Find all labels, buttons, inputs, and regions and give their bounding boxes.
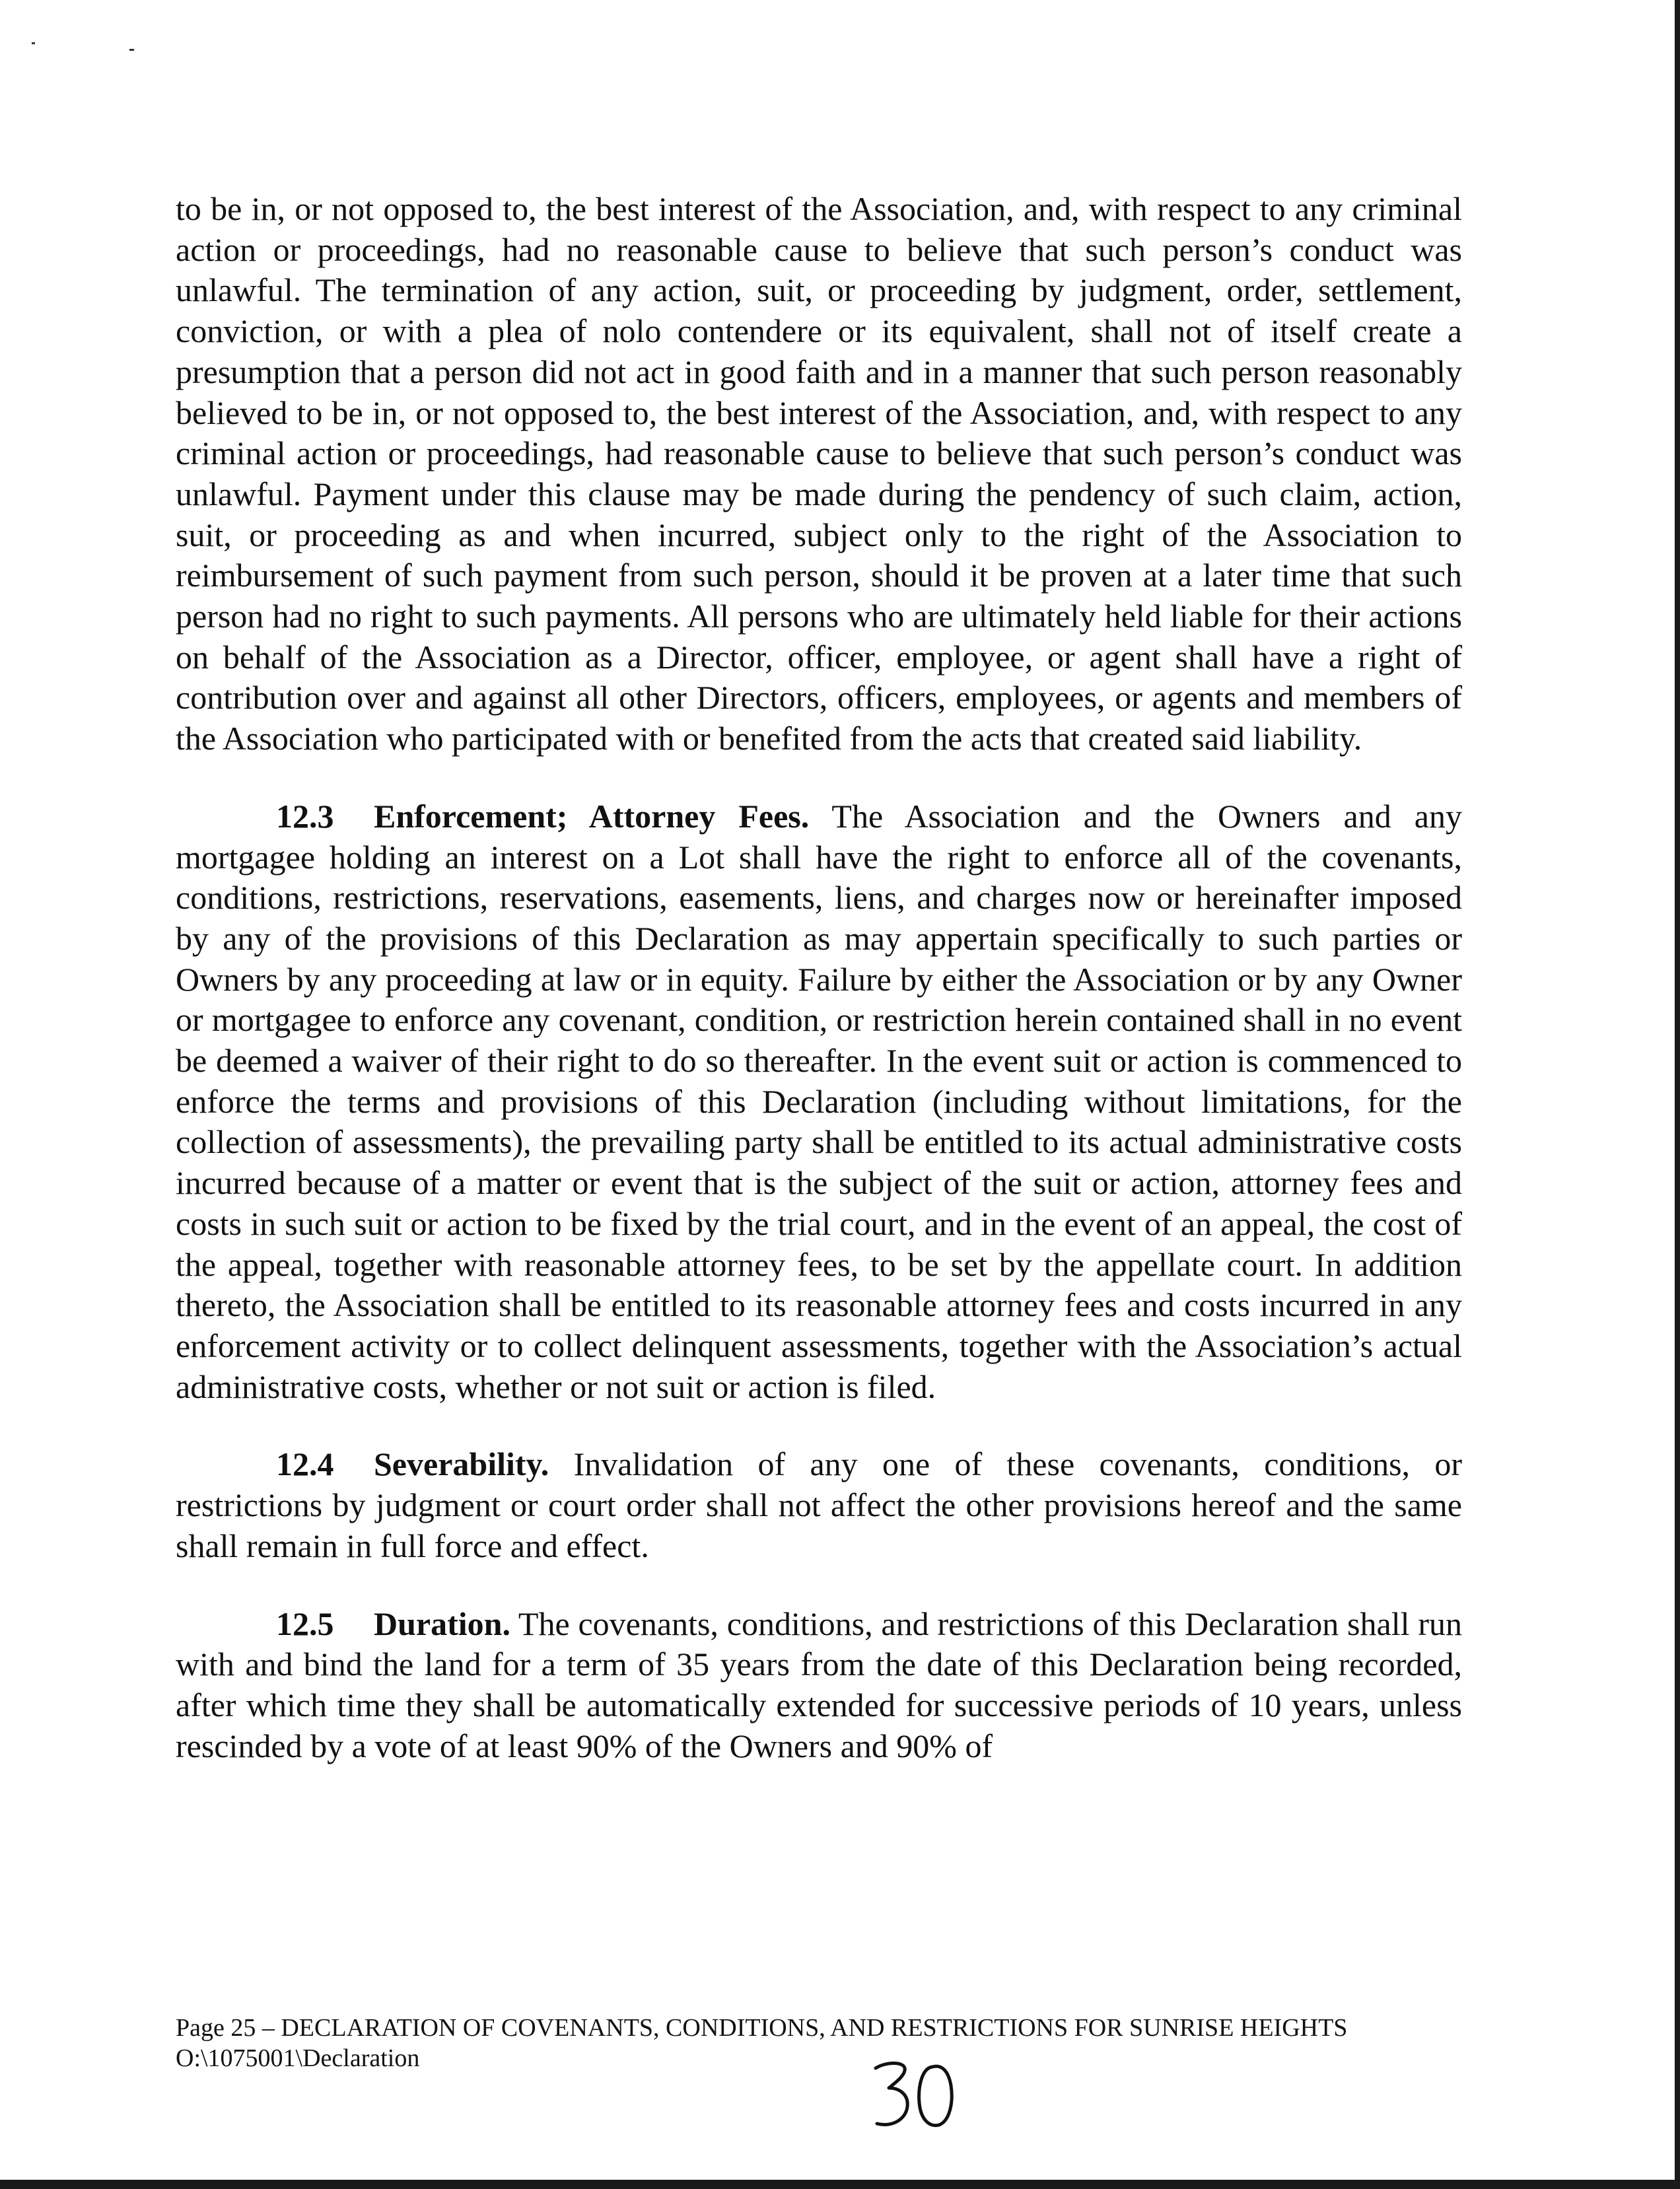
footer-file-path: O:\1075001\Declaration (176, 2044, 420, 2072)
scan-speck (129, 49, 134, 51)
scan-border-bottom (0, 2180, 1680, 2189)
section-body: Invalidation of any one of these covenants, conditions, or restrictions by judgment or court order shall not affect the other provisions hereof and the same shall remain in full force and effect. (176, 1445, 1462, 1564)
section-12-5 (176, 1604, 1462, 1767)
document-body (176, 189, 1462, 1766)
section-title: Enforcement; Attorney Fees. (374, 797, 810, 835)
section-number: 12.4 (276, 1445, 334, 1483)
opening-paragraph: to be in, or not opposed to, the best interest of the Association, and, with respect to any criminal action or proceedings, had no reasonable cause to believe that such person’s conduct was unlawful. The termination of any action, suit, or proceeding by judgment, order, settlement, conviction, or with a plea of nolo contendere or its equivalent, shall not of itself create a presumption that a person did not act in good faith and in a manner that such person reasonably believed to be in, or not opposed to, the best interest of the Association, and, with respect to any criminal action or proceedings, had reasonable cause to believe that such person’s conduct was unlawful. Payment under this clause may be made during the pendency of such claim, action, suit, or proceeding as and when incurred, subject only to the right of the Association to reimbursement of such payment from such person, should it be proven at a later time that such person had no right to such payments. All persons who are ultimately held liable for their actions on behalf of the Association as a Director, officer, employee, or agent shall have a right of contribution over and against all other Directors, officers, employees, or agents and members of the Association who participated with or benefited from the acts that created said liability. (176, 190, 1462, 757)
page-footer (176, 2013, 1347, 2073)
handwritten-page-number (866, 2059, 965, 2133)
section-title: Severability. (374, 1445, 549, 1483)
section-number: 12.5 (276, 1605, 334, 1642)
scan-border-right (1675, 0, 1680, 2189)
section-12-4 (176, 1444, 1462, 1566)
section-12-3 (176, 796, 1462, 1408)
section-body: The covenants, conditions, and restrictions of this Declaration shall run with and bind the land for a term of 35 years from the date of this Declaration being recorded, after which time they shall be automatically extended for successive periods of 10 years, unless rescinded by a vote of at least 90% of the Owners and 90% of (176, 1605, 1462, 1764)
section-number: 12.3 (276, 797, 334, 835)
scan-speck (32, 42, 35, 44)
section-body: The Association and the Owners and any mortgagee holding an interest on a Lot shall have the right to enforce all of the covenants, conditions, restrictions, reservations, easements, liens, and charges now or hereinafter imposed by any of the provisions of this Declaration as may appertain specifically to such parties or Owners by any proceeding at law or in equity. Failure by either the Association or by any Owner or mortgagee to enforce any covenant, condition, or restriction herein contained shall in no event be deemed a waiver of their right to do so thereafter. In the event suit or action is commenced to enforce the terms and provisions of this Declaration (including without limitations, for the collection of assessments), the prevailing party shall be entitled to its actual administrative costs incurred because of a matter or event that is the subject of the suit or action, attorney fees and costs in such suit or action to be fixed by the trial court, and in the event of an appeal, the cost of the appeal, together with reasonable attorney fees, to be set by the appellate court. In addition thereto, the Association shall be entitled to its reasonable attorney fees and costs incurred in any enforcement activity or to collect delinquent assessments, together with the Association’s actual administrative costs, whether or not suit or action is filed. (176, 797, 1462, 1405)
section-title: Duration. (374, 1605, 510, 1642)
footer-page-line: Page 25 – DECLARATION OF COVENANTS, CONDITIONS, AND RESTRICTIONS FOR SUNRISE HEIGHTS (176, 2014, 1348, 2042)
